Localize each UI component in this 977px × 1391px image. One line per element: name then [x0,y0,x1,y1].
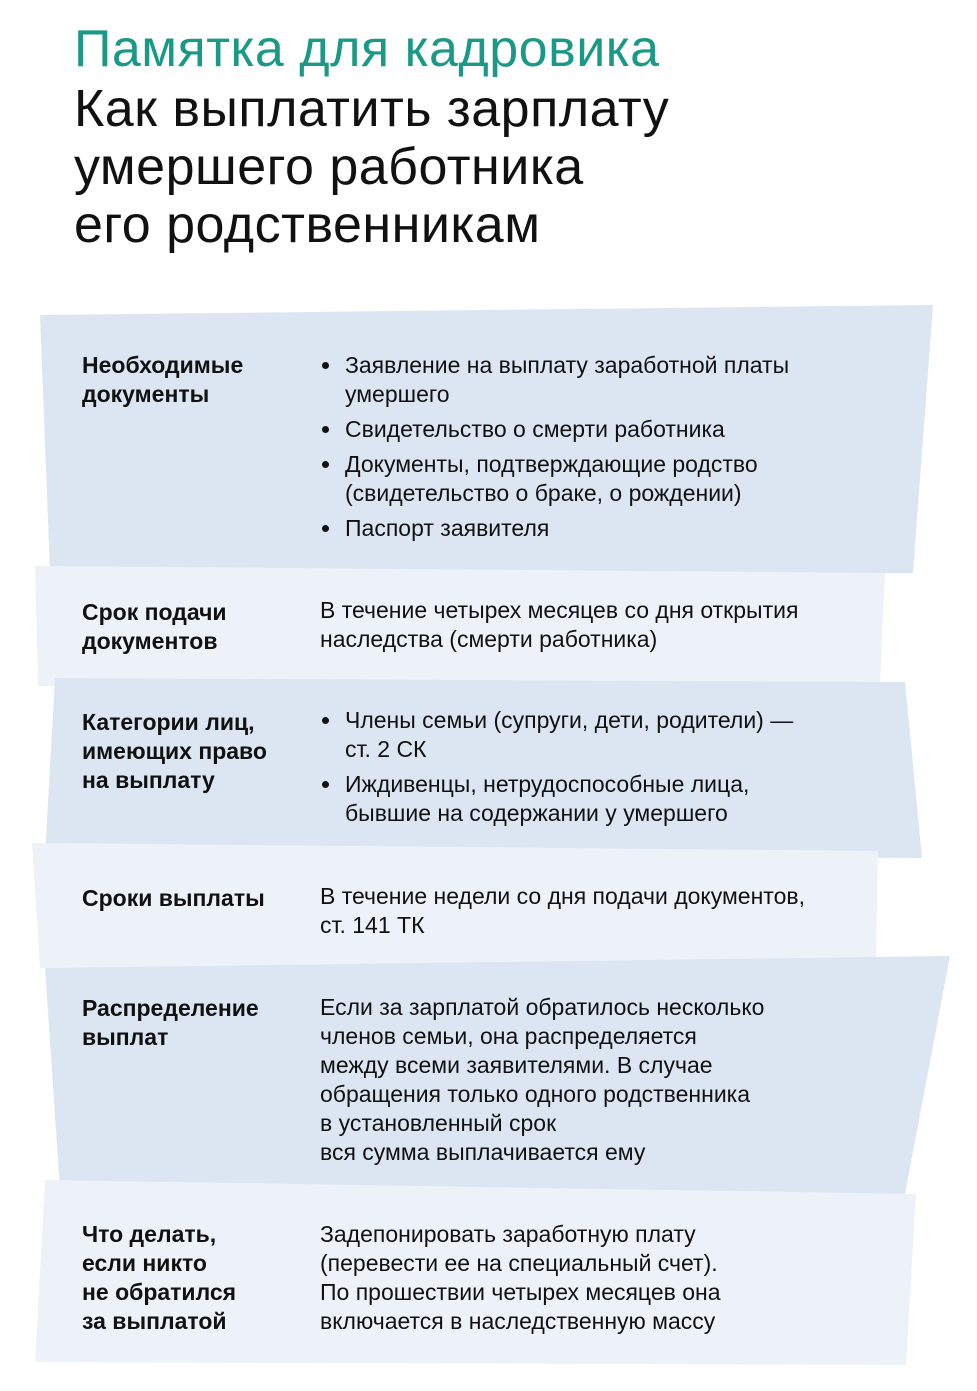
row-label-line: не обратился [82,1279,237,1305]
row-content [320,993,880,1167]
row-label-line: если никто [82,1250,207,1276]
row-label-line: Что делать, [82,1221,217,1247]
bullet-icon [322,426,329,433]
row-label [82,351,297,409]
list-item-line: Документы, подтверждающие родство [345,451,758,477]
list-item-line: бывшие на содержании у умершего [345,800,728,826]
title-line: умершего работника [74,138,584,196]
row-required-documents [0,305,977,573]
row-label-line: документов [82,628,218,654]
content-line: обращения только одного родственника [320,1081,751,1107]
row-label-line: выплат [82,1024,169,1050]
row-content [320,706,880,834]
row-content [320,882,880,940]
list-item-line: ст. 2 СК [345,736,427,762]
content-line: В течение четырех месяцев со дня открытия [320,597,799,623]
row-no-claimants [0,1180,977,1365]
row-label [82,708,297,795]
list-item-line: Члены семьи (супруги, дети, родители) — [345,707,794,733]
list-item [320,770,880,828]
bullet-icon [322,781,329,788]
row-label [82,994,297,1052]
content-line: между всеми заявителями. В случае [320,1052,713,1078]
row-label-line: документы [82,381,210,407]
row-label-line: Сроки выплаты [82,885,265,911]
row-payment-distribution [0,956,977,1194]
bullet-list [320,351,880,543]
content-line: По прошествии четырех месяцев она [320,1279,721,1305]
title-line: Как выплатить зарплату [74,80,670,138]
list-item [320,514,880,543]
content-line: Задепонировать заработную плату [320,1221,696,1247]
row-label-line: на выплату [82,767,215,793]
row-label [82,1220,297,1336]
row-label-line: Необходимые [82,352,244,378]
bullet-icon [322,461,329,468]
row-label-line: Срок подачи [82,599,227,625]
list-item [320,706,880,764]
list-item [320,415,880,444]
list-item-line: умершего [345,381,450,407]
content-line: вся сумма выплачивается ему [320,1139,646,1165]
list-item-line: Паспорт заявителя [345,515,550,541]
title-line: его родственникам [74,196,541,254]
bullet-icon [322,717,329,724]
list-item-line: Свидетельство о смерти работника [345,416,725,442]
row-label-line: имеющих право [82,738,267,764]
row-content [320,1220,880,1336]
content-line: ст. 141 ТК [320,912,425,938]
content-line: в установленный срок [320,1110,557,1136]
row-payment-deadline [0,843,977,968]
row-submission-deadline [0,566,977,686]
bullet-icon [322,525,329,532]
content-line: Если за зарплатой обратилось несколько [320,994,765,1020]
row-content [320,351,880,549]
row-label-line: Распределение [82,995,259,1021]
content-line: включается в наследственную массу [320,1308,716,1334]
page-title [74,80,954,254]
content-line: (перевести ее на специальный счет). [320,1250,718,1276]
bullet-list [320,706,880,828]
list-item-line: Иждивенцы, нетрудоспособные лица, [345,771,750,797]
row-label [82,598,297,656]
list-item-line: (свидетельство о браке, о рождении) [345,480,742,506]
content-line: членов семьи, она распределяется [320,1023,697,1049]
page-header [74,18,954,254]
row-label-line: за выплатой [82,1308,227,1334]
content-line: В течение недели со дня подачи документов, [320,883,805,909]
content-line: наследства (смерти работника) [320,626,658,652]
row-label-line: Категории лиц, [82,709,255,735]
row-content [320,596,880,654]
bullet-icon [322,362,329,369]
row-label [82,884,297,913]
row-eligible-persons [0,678,977,860]
list-item-line: Заявление на выплату заработной платы [345,352,790,378]
list-item [320,450,880,508]
accent-title: Памятка для кадровика [74,20,660,78]
list-item [320,351,880,409]
